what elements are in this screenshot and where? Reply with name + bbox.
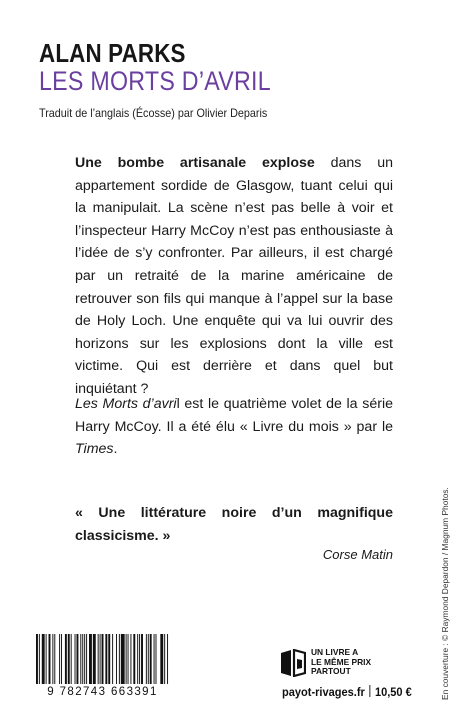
barcode-bar bbox=[137, 634, 138, 684]
barcode-bar bbox=[82, 634, 83, 684]
barcode-bar bbox=[93, 634, 96, 684]
barcode-bar bbox=[100, 634, 101, 684]
barcode-bar bbox=[164, 634, 165, 684]
series-text-a: est le quatrième volet de la série Harry McCoy. Il a été élu « Livre du mois » par le bbox=[75, 396, 393, 435]
barcode-bar bbox=[102, 634, 104, 684]
publisher-website: payot-rivages.fr bbox=[282, 685, 365, 699]
barcode-bar bbox=[146, 634, 147, 684]
book-title: LES MORTS D’AVRIL bbox=[39, 66, 271, 96]
barcode-bar bbox=[46, 634, 47, 684]
book-law-line-2: LE MÊME PRIX bbox=[311, 656, 372, 667]
barcode-bar bbox=[42, 634, 45, 684]
barcode-bar bbox=[160, 634, 163, 684]
barcode-bar bbox=[68, 634, 70, 684]
barcode-bar bbox=[105, 634, 107, 684]
book-law-line-3: PARTOUT bbox=[311, 666, 351, 677]
barcode-bar bbox=[59, 634, 60, 684]
barcode-bar bbox=[36, 634, 38, 684]
barcode-bar bbox=[108, 634, 110, 684]
barcode-bar bbox=[126, 634, 127, 684]
series-source: Times bbox=[75, 441, 114, 458]
barcode-bar bbox=[139, 634, 140, 684]
barcode-bar bbox=[89, 634, 92, 684]
synopsis-lead: Une bombe artisanale explose bbox=[75, 155, 315, 171]
barcode-bar bbox=[119, 634, 120, 684]
book-law-text bbox=[311, 648, 371, 677]
author-name: ALAN PARKS bbox=[39, 38, 186, 68]
barcode-bar bbox=[150, 634, 152, 684]
barcode-bar bbox=[65, 634, 67, 684]
barcode-bar bbox=[128, 634, 129, 684]
barcode-bar bbox=[154, 634, 155, 684]
barcode-bar bbox=[116, 634, 117, 684]
review-source: Corse Matin bbox=[322, 547, 393, 562]
book-law-logo-icon bbox=[280, 649, 306, 677]
series-book-title: Les Morts d’avri bbox=[75, 396, 177, 412]
barcode-bar bbox=[133, 634, 135, 684]
barcode-bar bbox=[141, 634, 143, 684]
barcode-bar bbox=[71, 634, 72, 684]
isbn-number: 9 782743 663391 bbox=[47, 686, 158, 698]
barcode-bar bbox=[121, 634, 125, 684]
synopsis bbox=[75, 152, 393, 401]
barcode-bar bbox=[80, 634, 81, 684]
barcode-bar bbox=[130, 634, 131, 684]
series-text-b: . bbox=[113, 441, 118, 458]
synopsis-text: dans un appartement sordide de Glasgow, tuant celui qui la manipulait. La scène n’est pas belle à voir et l’inspecteur Harry McCoy n’est pas enthousiaste à l’idée de s’y confronter. Par ailleurs, il est chargé par un retraité de la marine américaine de retrouver son fils qui manque à l’appel sur la base de Holy Loch. Une enquête qui va lui ouvrir des horizons sur les explosions dont la ville est victime. Qui est derrière et dans quel but inquiétant ? bbox=[75, 155, 393, 397]
translator-credit: Traduit de l’anglais (Écosse) par Olivier Deparis bbox=[39, 106, 268, 120]
series-note bbox=[75, 393, 393, 461]
barcode-bar bbox=[61, 634, 62, 684]
barcode-bar bbox=[167, 634, 168, 684]
barcode-bar bbox=[76, 634, 78, 684]
series-book-title-tail: l bbox=[176, 396, 180, 412]
barcode bbox=[36, 634, 169, 684]
barcode-bar bbox=[52, 634, 53, 684]
book-law-line-1: UN LIVRE A bbox=[311, 647, 359, 657]
barcode-bar bbox=[86, 634, 87, 684]
barcode-bar bbox=[148, 634, 149, 684]
barcode-bar bbox=[75, 634, 76, 684]
barcode-bar bbox=[39, 634, 40, 684]
review-quote: « Une littérature noire d’un magnifique classicisme. » bbox=[75, 505, 393, 544]
cover-photo-credit: En couverture : © Raymond Depardon / Magnum Photos. bbox=[440, 487, 450, 700]
barcode-bar bbox=[112, 634, 113, 684]
barcode-bar bbox=[84, 634, 85, 684]
publisher-site-and-price bbox=[282, 685, 412, 699]
barcode-bar bbox=[98, 634, 99, 684]
price: 10,50 € bbox=[374, 685, 412, 699]
barcode-bar bbox=[49, 634, 51, 684]
barcode-bar bbox=[156, 634, 157, 684]
barcode-bar bbox=[54, 634, 55, 684]
separator bbox=[369, 685, 370, 697]
